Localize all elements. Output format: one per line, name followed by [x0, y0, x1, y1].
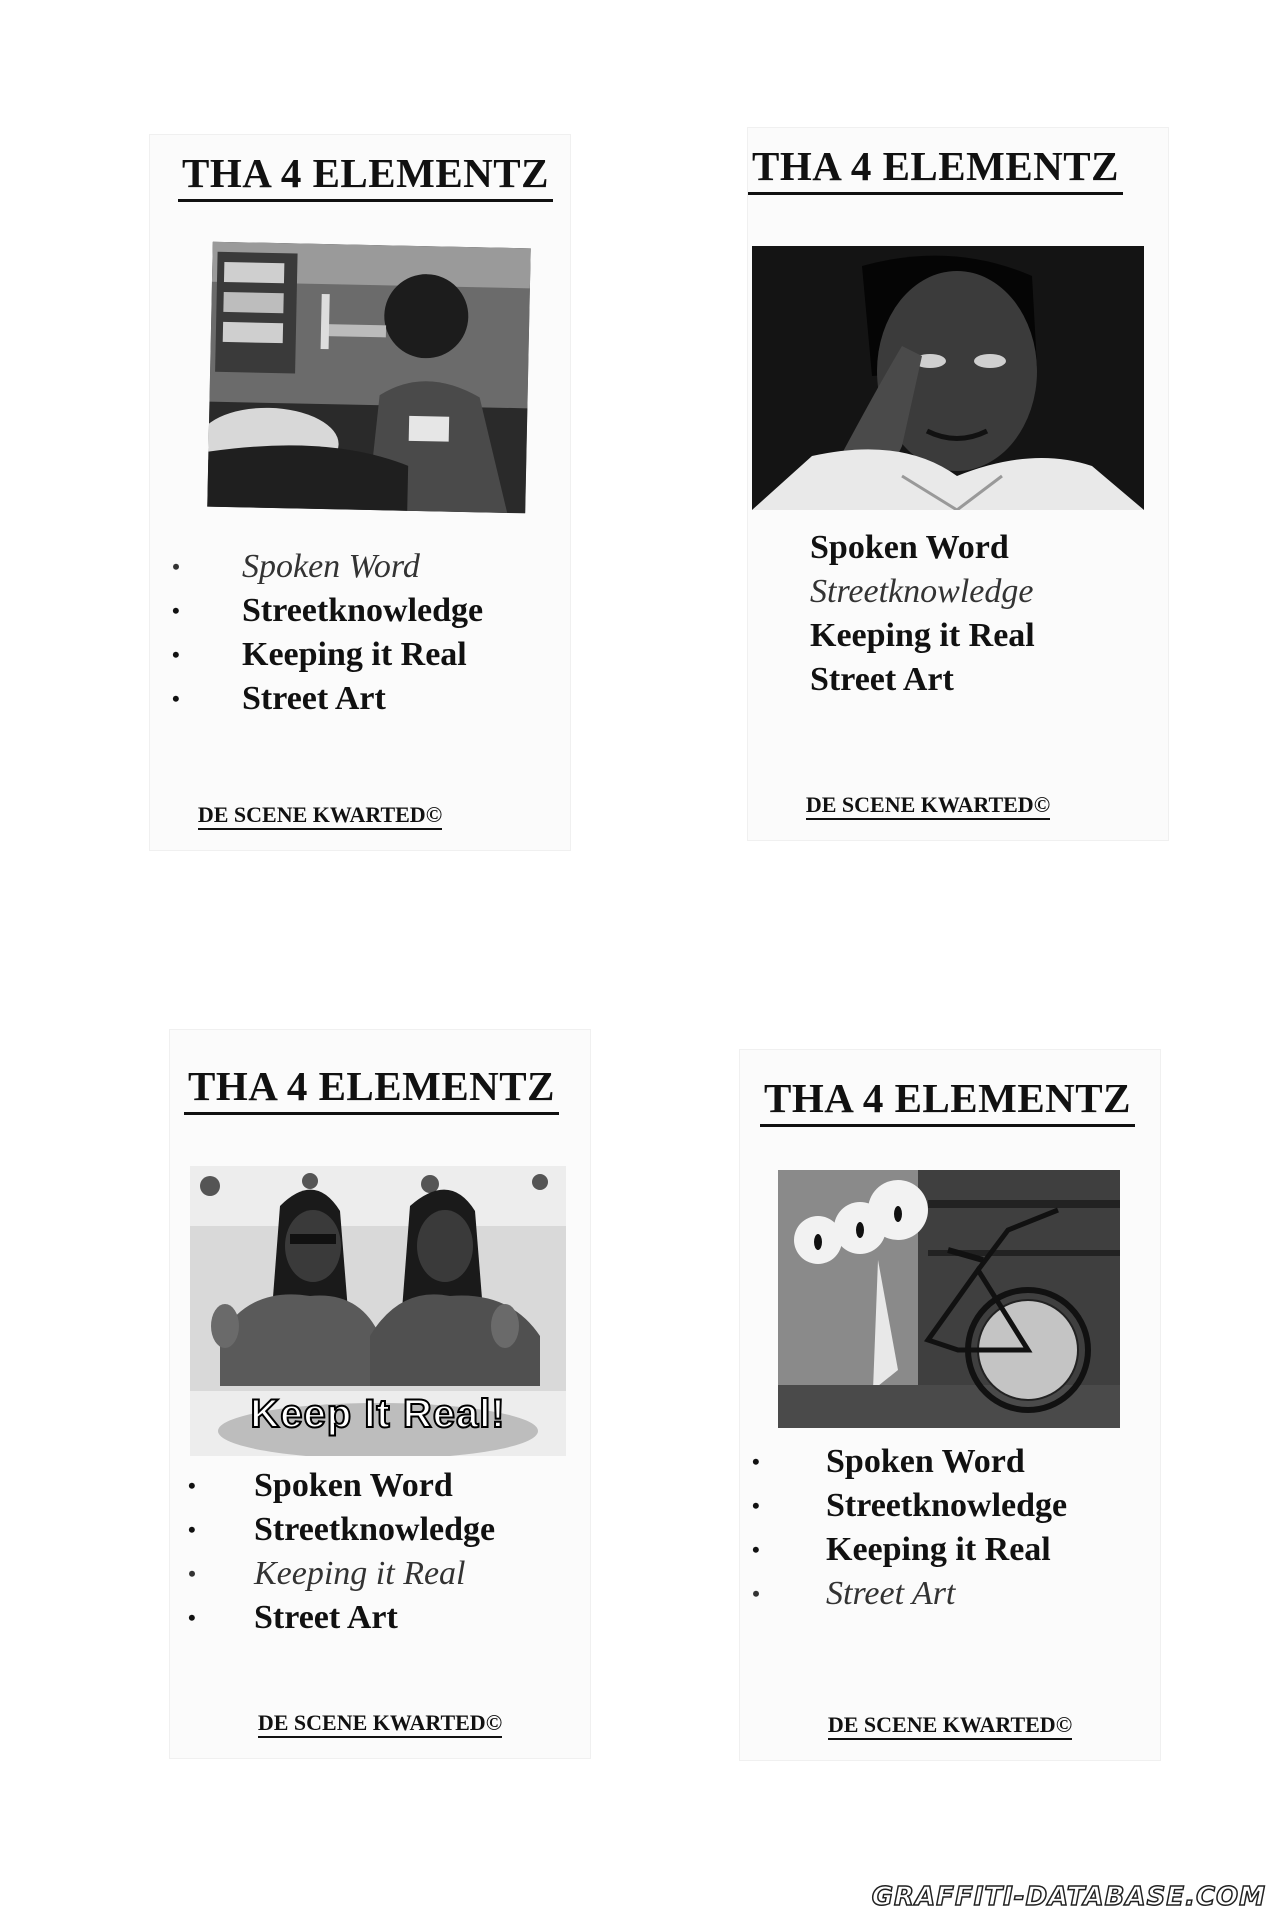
list-item-label: Street Art: [810, 661, 954, 698]
list-item: [172, 589, 484, 633]
list-item-label: Keeping it Real: [254, 1555, 466, 1592]
flyer-card-1: [150, 135, 570, 850]
photo-man-pointing-temple: [752, 246, 1144, 510]
list-item: [810, 658, 1035, 702]
elements-list: [810, 526, 1035, 702]
flyer-card-4: [740, 1050, 1160, 1760]
card-footer: [718, 792, 1138, 818]
footer-text: DE SCENE KWARTED©: [258, 1710, 502, 1738]
list-item: [810, 526, 1035, 570]
list-item: [188, 1464, 495, 1508]
card-footer: [110, 802, 530, 828]
bullet-icon: •: [188, 1517, 196, 1542]
list-item-label: Streetknowledge: [826, 1487, 1068, 1524]
list-item-label: Keeping it Real: [810, 617, 1035, 654]
footer-text: DE SCENE KWARTED©: [198, 802, 442, 830]
list-item: [172, 633, 483, 677]
list-item: [188, 1596, 495, 1640]
list-item-label: Street Art: [254, 1599, 398, 1636]
card-footer: [170, 1710, 590, 1736]
list-item: [810, 614, 1035, 658]
photo-bicycle-graffiti: [778, 1170, 1120, 1428]
bullet-icon: •: [752, 1581, 760, 1606]
elements-list: [752, 1440, 1068, 1616]
bullet-icon: •: [188, 1605, 196, 1630]
list-item: [752, 1572, 1067, 1616]
photo-caption: Keep It Real!: [250, 1392, 506, 1436]
bullet-icon: •: [172, 642, 180, 667]
list-item-label: Spoken Word: [826, 1443, 1025, 1480]
card-title: THA 4 ELEMENTZ: [178, 149, 553, 202]
bullet-icon: •: [752, 1493, 760, 1518]
list-item: [188, 1508, 496, 1552]
photo-singer-microphone: [207, 242, 530, 514]
list-item-label: Spoken Word: [254, 1467, 453, 1504]
bullet-icon: •: [188, 1473, 196, 1498]
card-title: THA 4 ELEMENTZ: [748, 142, 1123, 195]
list-item: [752, 1484, 1068, 1528]
bullet-icon: •: [188, 1561, 196, 1586]
list-item: [188, 1552, 495, 1596]
list-item-label: Street Art: [242, 680, 386, 717]
bullet-icon: •: [172, 598, 180, 623]
footer-text: DE SCENE KWARTED©: [828, 1712, 1072, 1740]
list-item: [752, 1528, 1067, 1572]
list-item: [752, 1440, 1067, 1484]
card-title: THA 4 ELEMENTZ: [760, 1074, 1135, 1127]
list-item: [172, 677, 483, 721]
list-item-label: Keeping it Real: [826, 1531, 1051, 1568]
bullet-icon: •: [172, 686, 180, 711]
card-title: THA 4 ELEMENTZ: [184, 1062, 559, 1115]
list-item-label: Keeping it Real: [242, 636, 467, 673]
list-item: [810, 570, 1035, 614]
bullet-icon: •: [752, 1449, 760, 1474]
bullet-icon: •: [172, 554, 180, 579]
footer-text: DE SCENE KWARTED©: [806, 792, 1050, 820]
bullet-icon: •: [752, 1537, 760, 1562]
flyer-card-2: [748, 128, 1168, 840]
list-item-label: Spoken Word: [810, 529, 1009, 566]
site-watermark: GRAFFITI-DATABASE.COM: [871, 1882, 1266, 1912]
list-item-label: Streetknowledge: [810, 573, 1034, 610]
flyer-card-3: [170, 1030, 590, 1758]
card-footer: [740, 1712, 1160, 1738]
list-item-label: Streetknowledge: [254, 1511, 496, 1548]
photo-two-men-thumbs-up: [190, 1166, 566, 1456]
elements-list: [188, 1464, 496, 1640]
elements-list: [172, 545, 484, 721]
list-item: [172, 545, 483, 589]
list-item-label: Spoken Word: [242, 548, 420, 585]
list-item-label: Street Art: [826, 1575, 956, 1612]
list-item-label: Streetknowledge: [242, 592, 484, 629]
